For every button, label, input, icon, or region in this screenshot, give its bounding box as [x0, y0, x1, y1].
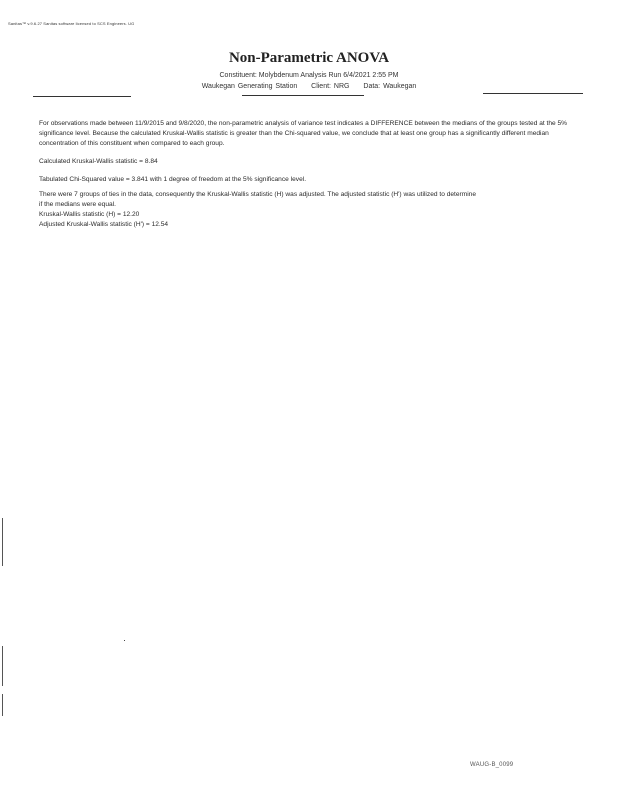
ties-note-line-1: There were 7 groups of ties in the data, consequently the Kruskal-Wallis statistic (H) was adjusted. The adjusted statistic (H') was utilized to determine — [39, 191, 477, 198]
facility-name: Waukegan Generating Station — [201, 83, 298, 90]
calculated-statistic: Calculated Kruskal-Wallis statistic = 8.84 — [39, 158, 158, 165]
scan-edge-mark-middle — [2, 646, 3, 686]
right-divider-rule — [483, 93, 583, 94]
page-title: Non-Parametric ANOVA — [228, 50, 390, 66]
ties-note-line-2: if the medians were equal. — [39, 201, 116, 208]
conclusion-paragraph: For observations made between 11/9/2015 and 9/8/2020, the non-parametric analysis of variance test indicates a DIFFERENCE between the medians of the groups tested at the 5% significance level. Because the calculated Kruskal-Wallis statistic is greater than the Chi-squared value, we conclude that at least one group has a significantly different median concentration of this constituent when compared to each group. — [39, 120, 568, 147]
data-source: Data: Waukegan — [363, 83, 417, 90]
analysis-subtitle: Constituent: Molybdenum Analysis Run 6/4/2021 2:55 PM — [219, 72, 399, 79]
adjusted-kruskal-wallis-statistic: Adjusted Kruskal-Wallis statistic (H') = 12.54 — [39, 221, 169, 228]
scan-speck — [124, 640, 125, 641]
tabulated-chi-squared: Tabulated Chi-Squared value = 3.841 with 1 degree of freedom at the 5% significance level. — [39, 176, 307, 183]
client-name: Client: NRG — [311, 83, 350, 90]
kruskal-wallis-statistic: Kruskal-Wallis statistic (H) = 12.20 — [39, 211, 140, 218]
software-header-note: Sanitas™ v.9.6.27 Sanitas software licensed to SCS Engineers. UG — [8, 21, 135, 26]
center-divider-rule — [242, 95, 364, 96]
scan-edge-mark-bottom — [2, 694, 3, 716]
left-divider-rule — [33, 96, 131, 97]
analysis-results-text — [39, 119, 569, 230]
bates-number: WAUG-B_0099 — [470, 762, 514, 768]
scan-edge-mark-top — [2, 518, 3, 566]
facility-meta-line — [0, 83, 618, 90]
